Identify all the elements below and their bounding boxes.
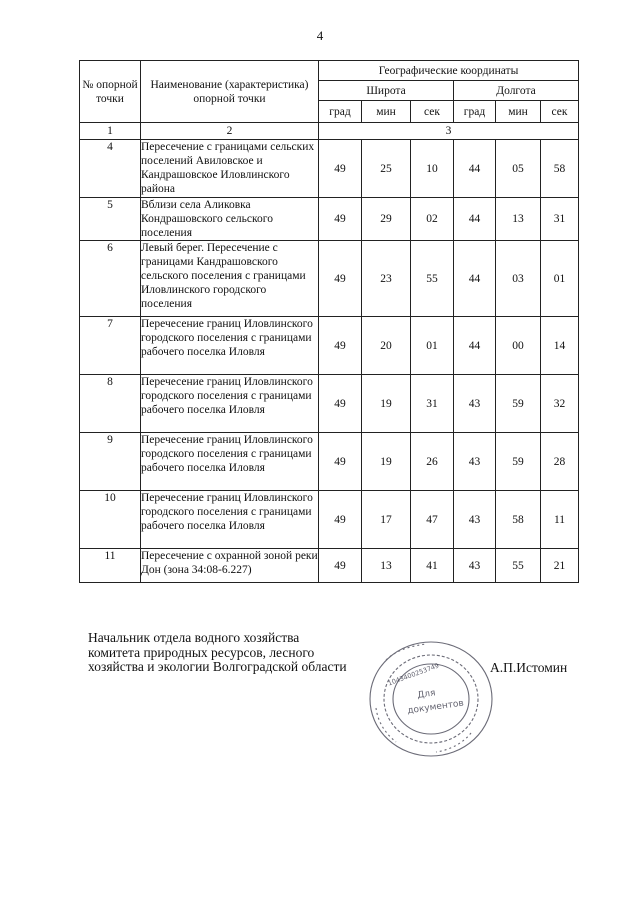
lat-degrees: 49 bbox=[319, 140, 362, 198]
lon-seconds: 01 bbox=[541, 241, 579, 317]
lat-minutes: 19 bbox=[362, 433, 411, 491]
lon-minutes: 58 bbox=[496, 491, 541, 549]
coordinates-table bbox=[79, 60, 579, 583]
point-name: Перечесение границ Иловлинского городского поселения с границами рабочего поселка Иловля bbox=[141, 375, 319, 433]
column-index-2: 2 bbox=[141, 123, 319, 140]
lat-degrees: 49 bbox=[319, 241, 362, 317]
lon-degrees: 44 bbox=[454, 140, 496, 198]
point-name: Вблизи села Аликовка Кондрашовского сельского поселения bbox=[141, 198, 319, 241]
header-lon-deg: град bbox=[454, 101, 496, 123]
lat-degrees: 49 bbox=[319, 491, 362, 549]
lat-seconds: 55 bbox=[411, 241, 454, 317]
table-row bbox=[80, 198, 579, 241]
header-geo-coordinates: Географические координаты bbox=[319, 61, 579, 81]
lon-minutes: 59 bbox=[496, 375, 541, 433]
header-point-number: № опорной точки bbox=[80, 61, 141, 123]
official-stamp bbox=[366, 638, 496, 760]
lat-minutes: 29 bbox=[362, 198, 411, 241]
table-row bbox=[80, 491, 579, 549]
page-number: 4 bbox=[316, 28, 324, 43]
point-name: Перечесение границ Иловлинского городского поселения с границами рабочего поселка Иловля bbox=[141, 433, 319, 491]
point-name: Пересечение с охранной зоной реки Дон (зона 34:08-6.227) bbox=[141, 549, 319, 583]
lat-degrees: 49 bbox=[319, 375, 362, 433]
lon-minutes: 59 bbox=[496, 433, 541, 491]
lon-seconds: 21 bbox=[541, 549, 579, 583]
point-name: Перечесение границ Иловлинского городского поселения с границами рабочего поселка Иловля bbox=[141, 491, 319, 549]
column-index-3: 3 bbox=[319, 123, 579, 140]
lat-degrees: 49 bbox=[319, 549, 362, 583]
table-row bbox=[80, 241, 579, 317]
point-number: 9 bbox=[80, 433, 141, 491]
lon-seconds: 58 bbox=[541, 140, 579, 198]
lat-seconds: 47 bbox=[411, 491, 454, 549]
point-number: 5 bbox=[80, 198, 141, 241]
signature-position bbox=[88, 631, 347, 675]
lat-seconds: 41 bbox=[411, 549, 454, 583]
point-number: 10 bbox=[80, 491, 141, 549]
svg-text:Для: Для bbox=[416, 688, 437, 701]
lon-minutes: 05 bbox=[496, 140, 541, 198]
lat-degrees: 49 bbox=[319, 433, 362, 491]
table-row bbox=[80, 433, 579, 491]
svg-text:документов: документов bbox=[406, 698, 465, 717]
lat-minutes: 23 bbox=[362, 241, 411, 317]
lon-degrees: 44 bbox=[454, 198, 496, 241]
point-number: 4 bbox=[80, 140, 141, 198]
lat-minutes: 17 bbox=[362, 491, 411, 549]
signature-position-line: комитета природных ресурсов, лесного bbox=[88, 644, 315, 660]
point-number: 6 bbox=[80, 241, 141, 317]
lat-minutes: 19 bbox=[362, 375, 411, 433]
lon-minutes: 13 bbox=[496, 198, 541, 241]
lat-degrees: 49 bbox=[319, 198, 362, 241]
table-row bbox=[80, 317, 579, 375]
lon-seconds: 14 bbox=[541, 317, 579, 375]
lat-seconds: 01 bbox=[411, 317, 454, 375]
signature-position-line: Начальник отдела водного хозяйства bbox=[88, 630, 300, 645]
lat-minutes: 20 bbox=[362, 317, 411, 375]
signer-name: А.П.Истомин bbox=[490, 660, 568, 675]
header-point-name: Наименование (характеристика) опорной точки bbox=[141, 61, 319, 123]
lat-minutes: 13 bbox=[362, 549, 411, 583]
point-number: 8 bbox=[80, 375, 141, 433]
point-name: Пересечение с границами сельских поселений Авиловское и Кандрашовское Иловлинского района bbox=[141, 140, 319, 198]
lon-seconds: 28 bbox=[541, 433, 579, 491]
lat-seconds: 31 bbox=[411, 375, 454, 433]
header-latitude: Широта bbox=[319, 81, 454, 101]
lat-seconds: 26 bbox=[411, 433, 454, 491]
lon-seconds: 11 bbox=[541, 491, 579, 549]
column-index-1: 1 bbox=[80, 123, 141, 140]
header-lat-min: мин bbox=[362, 101, 411, 123]
lon-degrees: 43 bbox=[454, 375, 496, 433]
lat-minutes: 25 bbox=[362, 140, 411, 198]
lon-seconds: 31 bbox=[541, 198, 579, 241]
lat-seconds: 10 bbox=[411, 140, 454, 198]
header-lat-deg: град bbox=[319, 101, 362, 123]
lon-minutes: 55 bbox=[496, 549, 541, 583]
lon-minutes: 00 bbox=[496, 317, 541, 375]
table-row bbox=[80, 375, 579, 433]
lon-degrees: 43 bbox=[454, 549, 496, 583]
lon-minutes: 03 bbox=[496, 241, 541, 317]
point-name: Левый берег. Пересечение с границами Кандрашовского сельского поселения с границами Иловлинского городского поселения bbox=[141, 241, 319, 317]
lat-degrees: 49 bbox=[319, 317, 362, 375]
point-name: Перечесение границ Иловлинского городского поселения с границами рабочего поселка Иловля bbox=[141, 317, 319, 375]
header-lat-sec: сек bbox=[411, 101, 454, 123]
signature-position-line: хозяйства и экологии Волгоградской области bbox=[88, 659, 347, 674]
lon-degrees: 44 bbox=[454, 241, 496, 317]
lat-seconds: 02 bbox=[411, 198, 454, 241]
table-row bbox=[80, 140, 579, 198]
table-row bbox=[80, 549, 579, 583]
point-number: 11 bbox=[80, 549, 141, 583]
point-number: 7 bbox=[80, 317, 141, 375]
header-lon-min: мин bbox=[496, 101, 541, 123]
header-lon-sec: сек bbox=[541, 101, 579, 123]
lon-degrees: 44 bbox=[454, 317, 496, 375]
lon-seconds: 32 bbox=[541, 375, 579, 433]
header-longitude: Долгота bbox=[454, 81, 579, 101]
svg-text:1043400253749: 1043400253749 bbox=[386, 661, 441, 688]
lon-degrees: 43 bbox=[454, 491, 496, 549]
lon-degrees: 43 bbox=[454, 433, 496, 491]
